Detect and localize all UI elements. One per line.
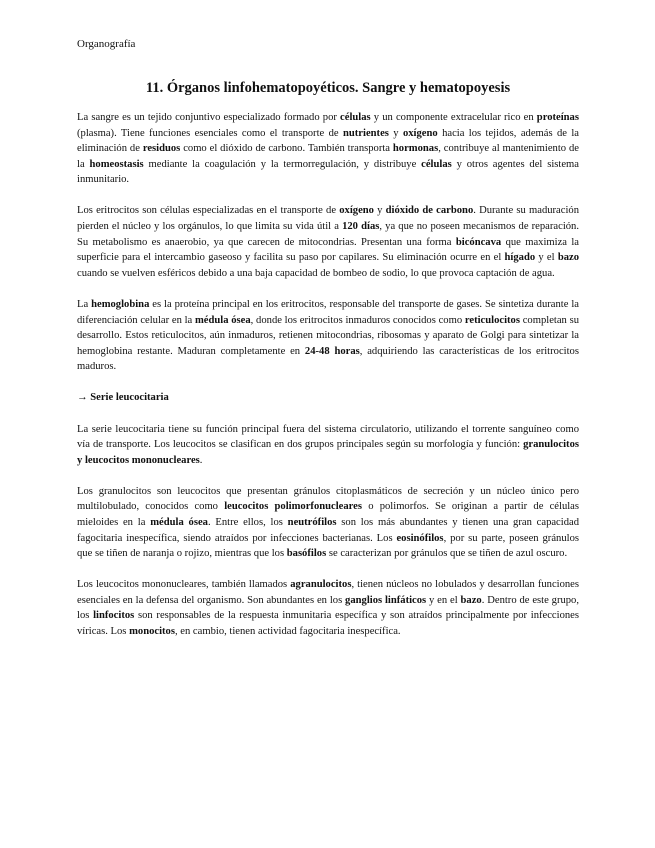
bold-term: granulocitos y leucocitos mononucleares <box>77 439 579 466</box>
text-run: se caracterizan por gránulos que se tiñen de azul oscuro. <box>326 548 568 560</box>
text-run: , por su parte, poseen gránulos que se tiñen de naranja o rojizo, mientras que los <box>77 532 579 560</box>
subsection-heading <box>77 390 579 406</box>
bold-term: ganglios linfáticos <box>345 594 427 606</box>
bold-term: células <box>340 112 371 123</box>
text-run: (plasma). Tiene funciones esenciales como el transporte de <box>77 127 343 139</box>
text-run: y otros agentes del sistema inmunitario. <box>77 158 579 186</box>
bold-term: oxígeno <box>402 127 438 139</box>
subsection-heading-text: Serie leucocitaria <box>90 392 169 404</box>
arrow-right-icon: → <box>77 392 88 404</box>
bold-term: 120 días <box>342 221 380 233</box>
text-run: Los eritrocitos son células especializadas en el transporte de <box>77 205 340 217</box>
text-run: son responsables de la respuesta inmunitaria específica y son atraídos principalmente por infecciones víricas. Los <box>77 610 579 638</box>
text-run: y en el <box>426 594 461 606</box>
text-run: y <box>388 127 403 139</box>
bold-term: proteínas <box>536 112 579 123</box>
text-run: La <box>77 298 92 310</box>
document-body <box>77 110 579 655</box>
bold-term: residuos <box>142 143 181 155</box>
text-run: hacia los tejidos, además de la eliminación de <box>77 127 579 155</box>
text-run: La sangre es un tejido conjuntivo especializado formado por <box>77 112 341 123</box>
text-run: cuando se vuelven esféricos debido a una baja capacidad de bombeo de sodio, lo que provoca captación de agua. <box>77 267 555 279</box>
text-run: . Durante su maduración pierden el núcleo y los orgánulos, lo que limita su vida útil a <box>77 205 580 233</box>
text-run: La serie leucocitaria tiene su función principal fuera del sistema circulatorio, utilizando el torrente sanguíneo como vía de transporte. Los leucocitos se clasifican en dos grupos principales según su morfología y función: <box>77 423 579 451</box>
text-run: , tienen núcleos no lobulados y desarrollan funciones esenciales en la defensa del organismo. Son abundantes en los <box>77 579 580 606</box>
text-run: Los granulocitos son leucocitos que presentan gránulos citoplasmáticos de secreción y un núcleo único pero multilobulado, conocidos como <box>77 485 579 513</box>
bold-term: oxígeno <box>339 205 374 217</box>
bold-term: hemoglobina <box>91 298 150 310</box>
bold-term: monocitos <box>129 626 175 638</box>
paragraph-mononuclear <box>77 577 579 639</box>
text-run: , donde los eritrocitos inmaduros conocidos como <box>250 314 465 326</box>
bold-term: bazo <box>460 594 482 606</box>
bold-term: agranulocitos <box>290 579 352 591</box>
paragraph-hemoglobin <box>77 297 579 375</box>
text-run: . <box>199 454 203 466</box>
paragraph-erythrocytes <box>77 203 579 281</box>
bold-term: 24-48 horas <box>304 345 360 357</box>
bold-term: neutrófilos <box>287 516 337 528</box>
bold-term: eosinófilos <box>396 532 444 544</box>
bold-term: células <box>421 158 452 170</box>
bold-term: leucocitos polimorfonucleares <box>224 501 363 513</box>
text-run: que maximiza la superficie para el intercambio gaseoso y facilita su paso por capilares. Su eliminación ocurre en el <box>77 236 580 264</box>
text-run: es la proteína principal en los eritrocitos, responsable del transporte de gases. Se sintetiza durante la diferenciación celular en la <box>77 298 579 326</box>
bold-term: hormonas <box>392 143 439 155</box>
bold-term: basófilos <box>286 548 327 560</box>
text-run: como el dióxido de carbono. También transporta <box>180 143 393 155</box>
bold-term: bicóncava <box>455 236 502 248</box>
bold-term: reticulocitos <box>464 314 520 326</box>
bold-term: hígado <box>504 252 536 264</box>
text-run: , adquiriendo las características de los eritrocitos maduros. <box>77 345 579 373</box>
text-run: y <box>373 205 386 217</box>
text-run: . Dentro de este grupo, los <box>77 594 580 622</box>
text-run: son los más abundantes y tienen una gran capacidad fagocitaria inespecífica, siendo atraídos por infecciones bacterianas. Los <box>77 516 580 544</box>
text-run: y el <box>535 252 558 264</box>
section-title: 11. Órganos linfohematopoyéticos. Sangre y hematopoyesis <box>145 80 511 96</box>
paragraph-granulocytes <box>77 484 579 562</box>
bold-term: linfocitos <box>93 610 135 622</box>
text-run: , ya que no poseen mecanismos de reparación. Su metabolismo es anaerobio, ya que carecen de mitocondrias. Presentan una forma <box>77 221 580 248</box>
paragraph-leukocyte-series <box>77 422 579 469</box>
bold-term: homeostasis <box>89 158 144 170</box>
text-run: . Entre ellos, los <box>207 516 288 528</box>
bold-term: médula ósea <box>150 516 208 528</box>
text-run: y un componente extracelular rico en <box>370 112 537 123</box>
paragraph-blood <box>77 110 579 188</box>
bold-term: nutrientes <box>342 127 389 139</box>
bold-term: dióxido de carbono <box>385 205 474 217</box>
text-run: o polimorfos. Se originan a partir de células mieloides en la <box>77 501 580 528</box>
text-run: Los leucocitos mononucleares, también llamados <box>77 579 291 591</box>
text-run: , en cambio, tienen actividad fagocitaria inespecífica. <box>174 626 401 638</box>
text-run: mediante la coagulación y la termorregulación, y distribuye <box>143 158 422 170</box>
text-run: completan su desarrollo. Estos reticulocitos, aún inmaduros, retienen mitocondrias, ribosomas y aparato de Golgi para sintetizar la hemoglobina restante. Maduran completamente en <box>77 314 579 357</box>
bold-term: bazo <box>557 252 579 264</box>
running-header: Organografía <box>77 38 136 50</box>
text-run: , contribuye al mantenimiento de la <box>77 143 579 170</box>
bold-term: médula ósea <box>194 314 251 326</box>
